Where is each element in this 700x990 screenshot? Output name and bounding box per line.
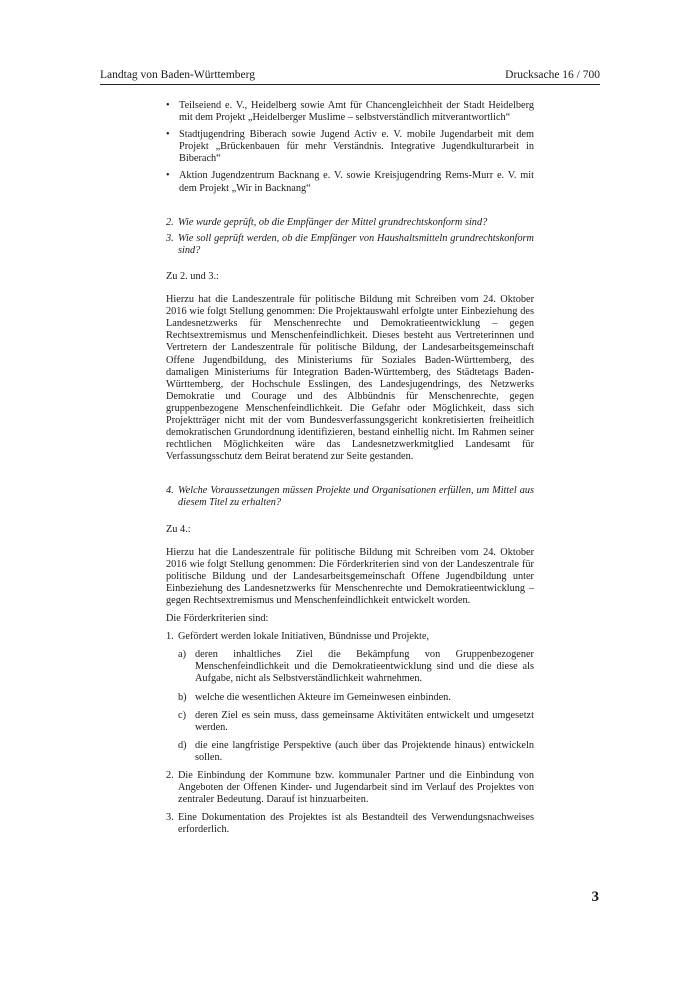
subitem-text: deren Ziel es sein muss, dass gemeinsame Aktivitäten entwickelt und umgesetzt werden.	[195, 709, 534, 733]
bullet-marker: •	[166, 100, 170, 111]
subitem-text: welche die wesentlichen Akteure im Gemeinwesen einbinden.	[195, 691, 451, 703]
subitem-label: c)	[178, 709, 186, 721]
answer-text-4: Hierzu hat die Landeszentrale für politische Bildung mit Schreiben vom 24. Oktober 2016 wie folgt Stellung genommen: Die Förderkriterien sind von der Landeszentrale für politische Bildung und der Landesarbeitsgemeinschaft Offene Jugendbildung unter Einbeziehung des Landesnetzwerks für Menschenrechte und Demokratieentwicklung – gegen Rechtsextremismus und Menschenfeindlichkeit entwickelt worden.	[166, 546, 534, 606]
answer-text-2-3: Hierzu hat die Landeszentrale für politische Bildung mit Schreiben vom 24. Oktober 2016 wie folgt Stellung genommen: Die Projektauswahl erfolgte unter Einbeziehung des Landesnetzwerks für Menschenrechte und Demokratieentwicklung – gegen Rechtsextremismus und Menschenfeindlichkeit. Dieses besteht aus Vertreterinnen und Vertretern der Landeszentrale für politische Bildung, der Landesarbeitsgemeinschaft Offene Jugendbildung, des Ministeriums für Soziales Baden-Württemberg, des damaligen Ministeriums für Integration Baden-Württemberg, des Städtetags Baden-Württemberg, der Hochschule Esslingen, des Landesjugendrings, des Netzwerks Demokratie und Courage und des Albbündnis für Menschenrechte, gegen gruppenbezogene Menschenfeindlichkeit. Die Gefahr oder Möglichkeit, dass sich Projektträger nicht mit der vom Bundesverfassungsgericht konkretisierten freiheitlich demokratischen Grundordnung identifizieren, bestand einhellig nicht. Im Rahmen seiner rechtlichen Möglichkeiten wäre das Landesnetzwerkmitglied Landesamt für Verfassungsschutz dem Beirat beratend zur Seite gestanden.	[166, 294, 534, 463]
subitem-text: deren inhaltliches Ziel die Bekämpfung von Gruppenbezogener Menschenfeindlichkeit und die Demokratieentwicklung sind und die diese als Aufgabe, nicht als Selbstverständlichkeit wahrnehmen.	[195, 649, 534, 685]
criteria-item-2	[166, 770, 534, 806]
bullet-marker: •	[166, 170, 170, 182]
question-text: Welche Voraussetzungen müssen Projekte und Organisationen erfüllen, um Mittel aus diesem Titel zu erhalten?	[178, 485, 534, 509]
question-number: 3.	[166, 232, 174, 244]
criteria-text: Eine Dokumentation des Projektes ist als Bestandteil des Verwendungsnachweises erforderlich.	[178, 812, 534, 836]
question-number: 4.	[166, 485, 174, 497]
question-text: Wie soll geprüft werden, ob die Empfänger von Haushaltsmitteln grundrechtskonform sind?	[178, 232, 534, 256]
question-2	[166, 217, 534, 229]
bullet-item	[166, 170, 534, 194]
criteria-text: Gefördert werden lokale Initiativen, Bündnisse und Projekte,	[178, 631, 430, 643]
bullet-text: Teilseiend e. V., Heidelberg sowie Amt für Chancengleichheit der Stadt Heidelberg mit dem Projekt „Heidelberger Muslime – selbstverständlich mitverantwortlich“	[179, 100, 534, 124]
criteria-number: 3.	[166, 812, 174, 824]
page-content	[166, 100, 534, 843]
question-3	[166, 233, 534, 257]
criteria-item-3	[166, 812, 534, 836]
criteria-item-1	[166, 631, 534, 643]
criteria-intro: Die Förderkriterien sind:	[166, 613, 269, 625]
criteria-text: Die Einbindung der Kommune bzw. kommunaler Partner und die Einbindung von Angeboten der Offenen Kinder- und Jugendarbeit sind im Verlauf des Projektes von zentraler Bedeutung. Darauf ist hinzuarbeiten.	[178, 770, 534, 806]
criteria-subitem-d	[166, 740, 534, 764]
answer-heading-2-3: Zu 2. und 3.:	[166, 270, 219, 282]
header-left: Landtag von Baden-Württemberg	[100, 69, 255, 81]
criteria-subitem-c	[166, 710, 534, 734]
page-number: 3	[591, 889, 599, 905]
question-text: Wie wurde geprüft, ob die Empfänger der Mittel grundrechtskonform sind?	[178, 216, 488, 228]
bullet-item	[166, 100, 534, 124]
question-4	[166, 485, 534, 509]
subitem-label: a)	[178, 649, 186, 661]
bullet-marker: •	[166, 129, 170, 141]
bullet-text: Aktion Jugendzentrum Backnang e. V. sowie Kreisjugendring Rems-Murr e. V. mit dem Projekt „Wir in Backnang“	[179, 170, 534, 194]
header-right: Drucksache 16 / 700	[505, 69, 600, 81]
criteria-subitem-a	[166, 649, 534, 685]
criteria-subitem-b	[166, 692, 534, 704]
subitem-label: d)	[178, 739, 187, 751]
question-number: 2.	[166, 216, 174, 228]
subitem-label: b)	[178, 691, 187, 703]
bullet-item	[166, 129, 534, 165]
criteria-number: 1.	[166, 631, 174, 643]
answer-heading-4: Zu 4.:	[166, 523, 191, 535]
subitem-text: die eine langfristige Perspektive (auch über das Projektende hinaus) entwickeln sollen.	[195, 739, 534, 763]
criteria-number: 2.	[166, 770, 174, 782]
bullet-text: Stadtjugendring Biberach sowie Jugend Activ e. V. mobile Jugendarbeit mit dem Projekt „Brückenbauen für mehr Verständnis. Integrative Jugendkulturarbeit in Biberach“	[179, 129, 534, 165]
page-header	[100, 69, 600, 85]
